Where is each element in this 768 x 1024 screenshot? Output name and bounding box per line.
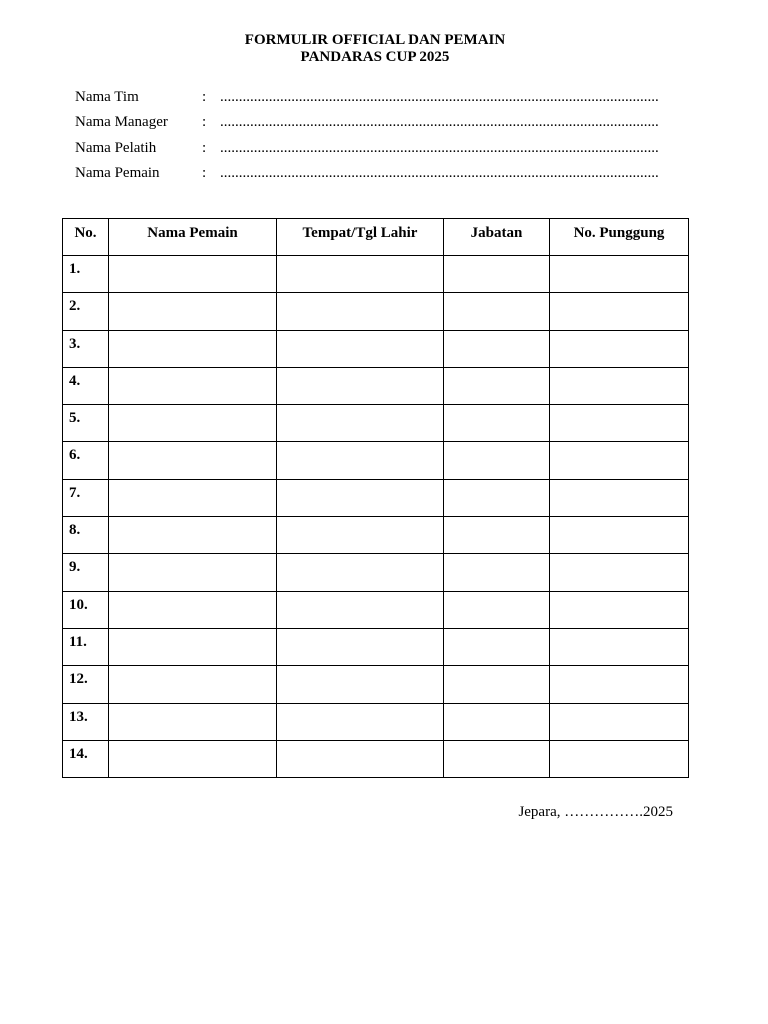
field-colon: : xyxy=(202,89,207,105)
manager-name-field[interactable]: ..................................................................................................................... xyxy=(220,114,659,131)
player-roster-table xyxy=(62,218,689,778)
player-name-cell[interactable] xyxy=(109,517,277,554)
title-line-1: FORMULIR OFFICIAL DAN PEMAIN xyxy=(244,32,506,48)
jersey-number-cell[interactable] xyxy=(550,442,689,479)
field-label: Nama Tim xyxy=(75,89,139,105)
table-row xyxy=(63,740,689,777)
birth-place-date-cell[interactable] xyxy=(277,330,444,367)
birth-place-date-cell[interactable] xyxy=(277,479,444,516)
table-row xyxy=(63,479,689,516)
row-number: 6. xyxy=(63,442,109,479)
player-name-cell[interactable] xyxy=(109,554,277,591)
position-cell[interactable] xyxy=(444,330,550,367)
row-number: 8. xyxy=(63,517,109,554)
birth-place-date-cell[interactable] xyxy=(277,591,444,628)
table-row xyxy=(63,442,689,479)
field-row-manager-name xyxy=(75,114,675,139)
team-info-fields xyxy=(75,89,675,190)
field-colon: : xyxy=(202,164,207,181)
field-row-team-name xyxy=(75,89,675,114)
position-cell[interactable] xyxy=(444,628,550,665)
position-cell[interactable] xyxy=(444,666,550,703)
position-cell[interactable] xyxy=(444,740,550,777)
place-date-line: Jepara, …………….2025 xyxy=(518,804,673,820)
jersey-number-cell[interactable] xyxy=(550,367,689,404)
table-row xyxy=(63,256,689,293)
column-header-player-name: Nama Pemain xyxy=(109,219,277,256)
player-name-cell[interactable] xyxy=(109,591,277,628)
position-cell[interactable] xyxy=(444,554,550,591)
field-row-player-name xyxy=(75,165,675,190)
player-name-cell[interactable] xyxy=(109,666,277,703)
birth-place-date-cell[interactable] xyxy=(277,367,444,404)
row-number: 9. xyxy=(63,554,109,591)
table-row xyxy=(63,591,689,628)
table-row xyxy=(63,330,689,367)
birth-place-date-cell[interactable] xyxy=(277,666,444,703)
column-header-birth-place-date: Tempat/Tgl Lahir xyxy=(277,219,444,256)
jersey-number-cell[interactable] xyxy=(550,591,689,628)
jersey-number-cell[interactable] xyxy=(550,740,689,777)
jersey-number-cell[interactable] xyxy=(550,554,689,591)
jersey-number-cell[interactable] xyxy=(550,256,689,293)
player-name-cell[interactable] xyxy=(109,479,277,516)
position-cell[interactable] xyxy=(444,293,550,330)
row-number: 10. xyxy=(63,591,109,628)
row-number: 11. xyxy=(63,628,109,665)
table-row xyxy=(63,367,689,404)
birth-place-date-cell[interactable] xyxy=(277,628,444,665)
jersey-number-cell[interactable] xyxy=(550,703,689,740)
position-cell[interactable] xyxy=(444,367,550,404)
row-number: 3. xyxy=(63,330,109,367)
jersey-number-cell[interactable] xyxy=(550,517,689,554)
table-row xyxy=(63,293,689,330)
player-name-cell[interactable] xyxy=(109,256,277,293)
jersey-number-cell[interactable] xyxy=(550,405,689,442)
position-cell[interactable] xyxy=(444,405,550,442)
player-name-cell[interactable] xyxy=(109,442,277,479)
birth-place-date-cell[interactable] xyxy=(277,703,444,740)
row-number: 14. xyxy=(63,740,109,777)
jersey-number-cell[interactable] xyxy=(550,330,689,367)
player-name-cell[interactable] xyxy=(109,703,277,740)
position-cell[interactable] xyxy=(444,517,550,554)
column-header-no: No. xyxy=(63,219,109,256)
jersey-number-cell[interactable] xyxy=(550,666,689,703)
table-row xyxy=(63,517,689,554)
field-row-coach-name xyxy=(75,140,675,165)
column-header-position: Jabatan xyxy=(444,219,550,256)
column-header-jersey-number: No. Punggung xyxy=(550,219,689,256)
table-row xyxy=(63,554,689,591)
table-row xyxy=(63,666,689,703)
position-cell[interactable] xyxy=(444,479,550,516)
team-name-field[interactable]: ..................................................................................................................... xyxy=(220,89,659,105)
row-number: 2. xyxy=(63,293,109,330)
field-colon: : xyxy=(202,139,207,156)
row-number: 12. xyxy=(63,666,109,703)
page-title xyxy=(0,32,750,66)
jersey-number-cell[interactable] xyxy=(550,479,689,516)
player-name-cell[interactable] xyxy=(109,367,277,404)
field-label: Nama Pemain xyxy=(75,164,160,181)
birth-place-date-cell[interactable] xyxy=(277,405,444,442)
player-name-cell[interactable] xyxy=(109,405,277,442)
birth-place-date-cell[interactable] xyxy=(277,554,444,591)
coach-name-field[interactable]: ..................................................................................................................... xyxy=(220,139,659,156)
birth-place-date-cell[interactable] xyxy=(277,293,444,330)
birth-place-date-cell[interactable] xyxy=(277,442,444,479)
table-row xyxy=(63,703,689,740)
field-label: Nama Pelatih xyxy=(75,139,157,156)
table-row xyxy=(63,405,689,442)
table-header-row xyxy=(63,219,689,256)
title-line-2: PANDARAS CUP 2025 xyxy=(300,49,450,65)
row-number: 7. xyxy=(63,479,109,516)
jersey-number-cell[interactable] xyxy=(550,293,689,330)
position-cell[interactable] xyxy=(444,256,550,293)
jersey-number-cell[interactable] xyxy=(550,628,689,665)
position-cell[interactable] xyxy=(444,591,550,628)
row-number: 4. xyxy=(63,367,109,404)
table-row xyxy=(63,628,689,665)
player-name-field[interactable]: ..................................................................................................................... xyxy=(220,164,659,181)
player-name-cell[interactable] xyxy=(109,293,277,330)
birth-place-date-cell[interactable] xyxy=(277,517,444,554)
player-name-cell[interactable] xyxy=(109,628,277,665)
row-number: 5. xyxy=(63,405,109,442)
position-cell[interactable] xyxy=(444,442,550,479)
field-label: Nama Manager xyxy=(75,114,168,131)
birth-place-date-cell[interactable] xyxy=(277,256,444,293)
birth-place-date-cell[interactable] xyxy=(277,740,444,777)
position-cell[interactable] xyxy=(444,703,550,740)
row-number: 13. xyxy=(63,703,109,740)
field-colon: : xyxy=(202,114,207,131)
row-number: 1. xyxy=(63,256,109,293)
player-name-cell[interactable] xyxy=(109,740,277,777)
player-name-cell[interactable] xyxy=(109,330,277,367)
